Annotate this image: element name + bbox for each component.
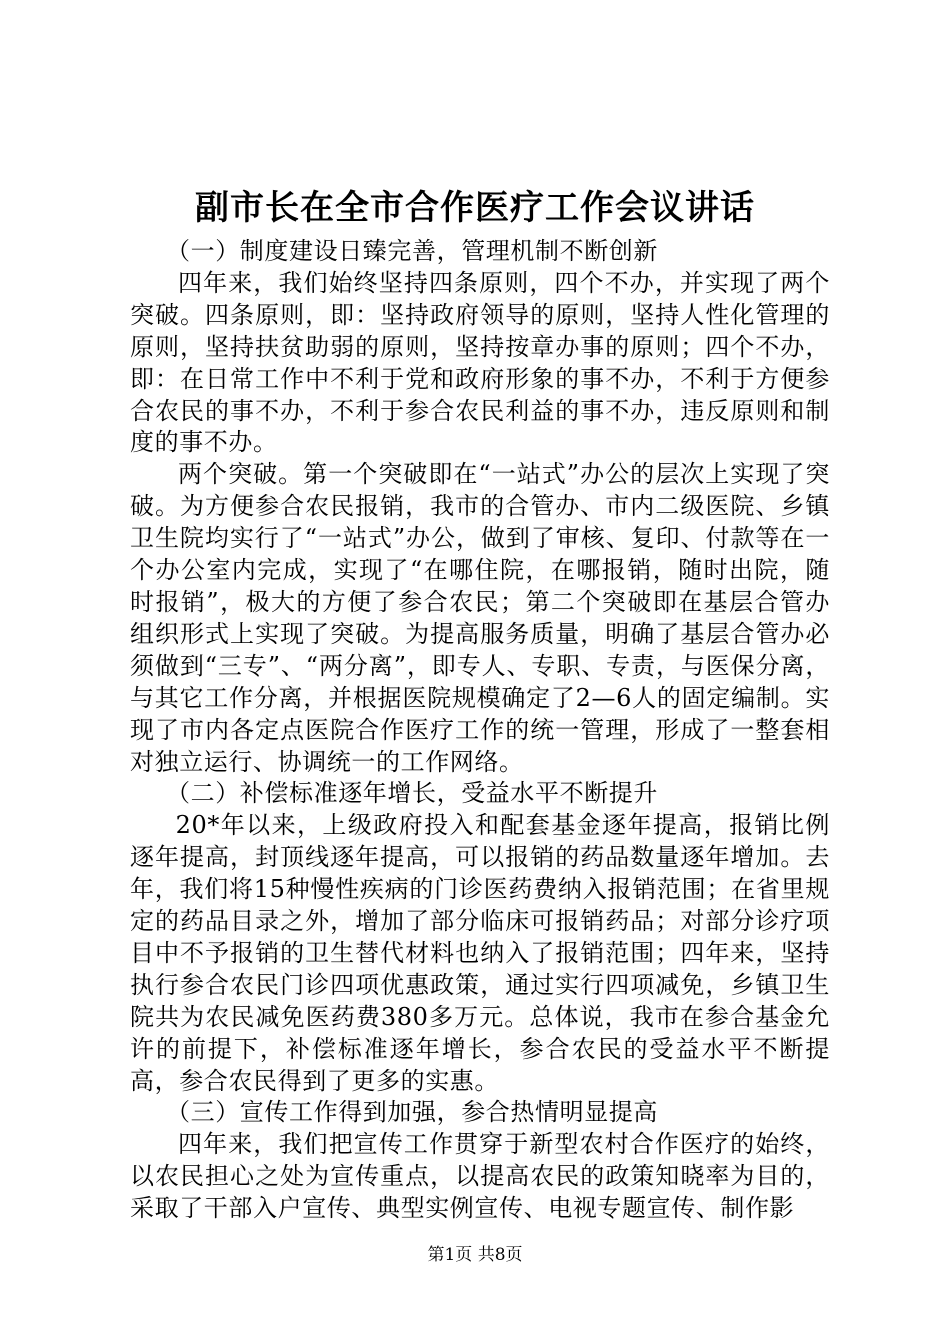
paragraph: 四年来，我们始终坚持四条原则，四个不办，并实现了两个突破。四条原则，即：坚持政府领导的原则，坚持人性化管理的原则，坚持扶贫助弱的原则，坚持按章办事的原则；四个不办，即：在日常工作中不利于党和政府形象的事不办，不利于方便参合农民的事不办，不利于参合农民利益的事不办，违反原则和制度的事不办。 [130, 268, 830, 457]
section-heading-3: （三）宣传工作得到加强，参合热情明显提高 [166, 1098, 658, 1127]
section-heading-2: （二）补偿标准逐年增长，受益水平不断提升 [166, 779, 658, 808]
paragraph: 两个突破。第一个突破即在“一站式”办公的层次上实现了突破。为方便参合农民报销，我市的合管办、市内二级医院、乡镇卫生院均实行了“一站式”办公，做到了审核、复印、付款等在一个办公室内完成，实现了“在哪住院，在哪报销，随时出院，随时报销”，极大的方便了参合农民；第二个突破即在基层合管办组织形式上实现了突破。为提高服务质量，明确了基层合管办必须做到“三专”、“两分离”，即专人、专职、专责，与医保分离，与其它工作分离，并根据医院规模确定了2—6人的固定编制。实现了市内各定点医院合作医疗工作的统一管理，形成了一整套相对独立运行、协调统一的工作网络。 [130, 460, 830, 776]
document-body [130, 236, 830, 1225]
section-heading-1: （一）制度建设日臻完善，管理机制不断创新 [166, 237, 658, 265]
document-title: 副市长在全市合作医疗工作会议讲话 [195, 188, 755, 228]
page-footer: 第1页 共8页 [427, 1245, 523, 1265]
paragraph: 20*年以来，上级政府投入和配套基金逐年提高，报销比例逐年提高，封顶线逐年提高，可以报销的药品数量逐年增加。去年，我们将15种慢性疾病的门诊医药费纳入报销范围；在省里规定的药品目录之外，增加了部分临床可报销药品；对部分诊疗项目中不予报销的卫生替代材料也纳入了报销范围；四年来，坚持执行参合农民门诊四项优惠政策，通过实行四项减免，乡镇卫生院共为农民减免医药费380多万元。总体说，我市在参合基金允许的前提下，补偿标准逐年增长，参合农民的受益水平不断提高，参合农民得到了更多的实惠。 [130, 811, 830, 1095]
paragraph: 四年来，我们把宣传工作贯穿于新型农村合作医疗的始终，以农民担心之处为宣传重点，以提高农民的政策知晓率为目的，采取了干部入户宣传、典型实例宣传、电视专题宣传、制作影 [130, 1130, 830, 1223]
